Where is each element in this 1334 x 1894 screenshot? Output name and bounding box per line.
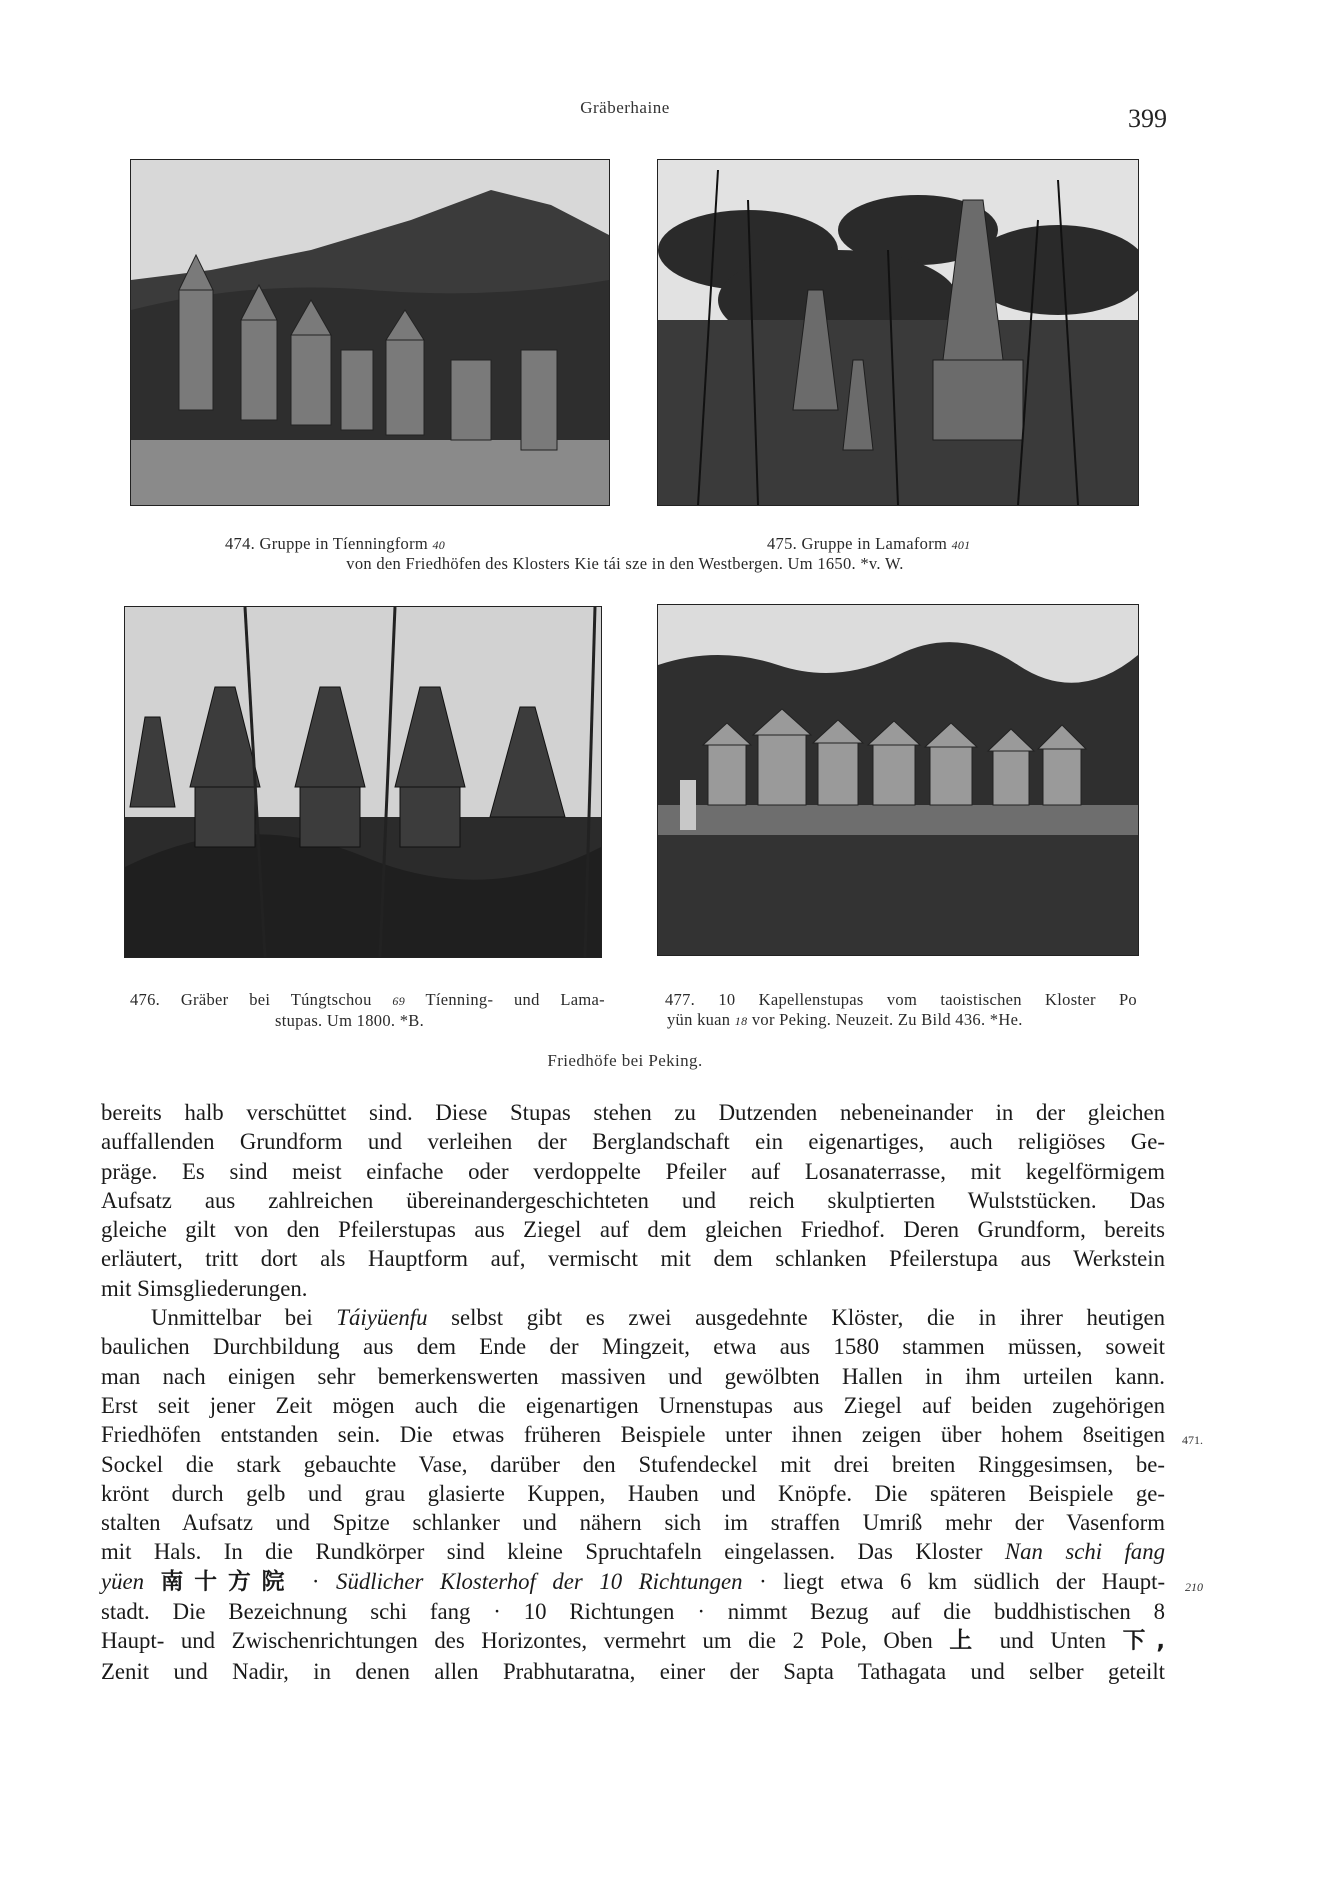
photo-474 bbox=[130, 159, 610, 506]
body-line-4: Aufsatz aus zahlreichen übereinandergeschichteten und reich skulptierten Wulststücken. Das bbox=[101, 1187, 1165, 1213]
body-line-1: bereits halb verschüttet sind. Diese Stupas stehen zu Dutzenden nebeneinander in der gleichen bbox=[101, 1100, 1165, 1125]
body-p2-l12-a: Haupt- und Zwischenrichtungen des Horizontes, vermehrt um die 2 Pole, Oben bbox=[101, 1628, 933, 1654]
body-p2-l1-a: Unmittelbar bei bbox=[151, 1305, 313, 1331]
body-p2-line-3: man nach einigen sehr bemerkenswerten massiven und gewölbten Hallen in ihm urteilen kann. bbox=[101, 1363, 1165, 1389]
margin-note-471: 471. bbox=[1182, 1433, 1203, 1448]
body-line-7: mit Simsgliederungen. bbox=[101, 1275, 308, 1301]
caption-477-number: 477. bbox=[665, 990, 696, 1009]
body-p2-l10-b: · liegt etwa 6 km südlich der Haupt- bbox=[759, 1568, 1166, 1594]
caption-476-number: 476. bbox=[130, 990, 161, 1009]
place-name-taiyuenfu: Táiyüenfu bbox=[336, 1305, 428, 1331]
chinese-chars-nan-schi-fang-yuen: 南十方院 bbox=[160, 1568, 296, 1595]
body-p2-line-10 bbox=[101, 1567, 1203, 1597]
caption-476-line-1 bbox=[130, 990, 605, 1011]
caption-476-ref: 69 bbox=[392, 994, 406, 1008]
body-p2-line-12 bbox=[101, 1626, 1165, 1656]
monastery-name-a: Nan schi fang bbox=[1004, 1539, 1166, 1565]
photo-476-image bbox=[125, 607, 601, 957]
photo-477-image bbox=[658, 605, 1138, 955]
body-p2-l1-b: selbst gibt es zwei ausgedehnte Klöster, die in ihrer heutigen bbox=[451, 1305, 1165, 1331]
caption-475-ref: 401 bbox=[951, 538, 971, 552]
body-line-5: gleiche gilt von den Pfeilerstupas aus Ziegel auf dem gleichen Friedhof. Deren Grundform, bereits bbox=[101, 1217, 1165, 1243]
photo-475 bbox=[657, 159, 1139, 506]
caption-477-ref: 18 bbox=[734, 1014, 748, 1028]
caption-476-line-2: stupas. Um 1800. *B. bbox=[275, 1011, 425, 1030]
body-p2-line-13: Zenit und Nadir, in denen allen Prabhutaratna, einer der Sapta Tathagata und selber geteilt bbox=[101, 1658, 1165, 1684]
body-p2-line-9 bbox=[101, 1537, 1165, 1566]
monastery-name-b: yüen bbox=[101, 1568, 145, 1594]
body-p2-l12-b: und Unten bbox=[999, 1628, 1107, 1654]
body-line-2: auffallenden Grundform und verleihen der Berglandschaft ein eigenartiges, auch religiöses Ge- bbox=[101, 1129, 1165, 1155]
body-p2-line-6: Sockel die stark gebauchte Vase, darüber den Stufendeckel mit drei breiten Ringgesimsen, be- bbox=[101, 1451, 1165, 1477]
caption-477-text-2a: yün kuan bbox=[667, 1010, 731, 1029]
caption-474-ref: 40 bbox=[432, 538, 446, 552]
running-title: Gräberhaine bbox=[580, 98, 670, 117]
body-p2-line-5 bbox=[101, 1420, 1203, 1449]
translation-suedlicher-klosterhof: Südlicher Klosterhof der 10 Richtungen bbox=[336, 1568, 743, 1594]
caption-474-number: 474. bbox=[225, 534, 256, 553]
body-text bbox=[101, 1098, 1203, 1686]
caption-477-line-1 bbox=[665, 990, 1137, 1010]
body-p2-l10-a: · bbox=[311, 1568, 320, 1594]
caption-474-475-shared: von den Friedhöfen des Klosters Kie tái sze in den Westbergen. Um 1650. *v. W. bbox=[346, 554, 904, 573]
plate-title: Friedhöfe bei Peking. bbox=[547, 1051, 703, 1070]
body-p2-line-2: baulichen Durchbildung aus dem Ende der Mingzeit, etwa aus 1580 stammen müssen, soweit bbox=[101, 1334, 1165, 1360]
chinese-char-unten: 下, bbox=[1122, 1628, 1165, 1655]
body-p2-line-1 bbox=[101, 1303, 1165, 1332]
photo-476 bbox=[124, 606, 602, 958]
caption-474 bbox=[225, 534, 445, 555]
caption-475-number: 475. bbox=[767, 534, 798, 553]
body-p2-l5-text: Friedhöfen entstanden sein. Die etwas früheren Beispiele unter ihnen zeigen über hohem 8seitigen bbox=[101, 1422, 1165, 1448]
margin-note-210: 210 bbox=[1185, 1579, 1203, 1594]
caption-476 bbox=[130, 990, 605, 1031]
caption-474-text: Gruppe in Tíenningform bbox=[259, 534, 429, 553]
caption-476-text-b: Tíenning- und Lama- bbox=[425, 990, 605, 1009]
body-line-6: erläutert, tritt dort als Hauptform auf, vermischt mit dem schlanken Pfeilerstupa aus Werkstein bbox=[101, 1246, 1165, 1272]
photo-477 bbox=[657, 604, 1139, 956]
chinese-char-oben: 上 bbox=[949, 1628, 984, 1655]
body-p2-line-8: stalten Aufsatz und Spitze schlanker und nähern sich im straffen Umriß mehr der Vasenform bbox=[101, 1510, 1165, 1536]
body-p2-line-4: Erst seit jener Zeit mögen auch die eigenartigen Urnenstupas aus Ziegel auf beiden zugehörigen bbox=[101, 1392, 1165, 1418]
caption-477-text-1: 10 Kapellenstupas vom taoistischen Kloster Po bbox=[718, 990, 1137, 1009]
photo-474-image bbox=[131, 160, 609, 505]
caption-475 bbox=[767, 534, 970, 555]
caption-475-text: Gruppe in Lamaform bbox=[801, 534, 948, 553]
caption-476-text-a: Gräber bei Túngtschou bbox=[180, 990, 372, 1009]
caption-477 bbox=[665, 990, 1137, 1031]
photo-475-image bbox=[658, 160, 1138, 505]
body-p2-line-11: stadt. Die Bezeichnung schi fang · 10 Richtungen · nimmt Bezug auf die buddhistischen 8 bbox=[101, 1599, 1165, 1625]
caption-477-line-2 bbox=[665, 1010, 1137, 1031]
body-p2-line-7: krönt durch gelb und grau glasierte Kuppen, Hauben und Knöpfe. Die späteren Beispiele ge- bbox=[101, 1480, 1165, 1506]
body-line-3: präge. Es sind meist einfache oder verdoppelte Pfeiler auf Losanaterrasse, mit kegelförmigem bbox=[101, 1158, 1165, 1184]
caption-477-text-2b: vor Peking. Neuzeit. Zu Bild 436. *He. bbox=[751, 1010, 1023, 1029]
page-number: 399 bbox=[1128, 104, 1167, 133]
body-p2-l9-a: mit Hals. In die Rundkörper sind kleine Spruchtafeln eingelassen. Das Kloster bbox=[101, 1539, 983, 1565]
